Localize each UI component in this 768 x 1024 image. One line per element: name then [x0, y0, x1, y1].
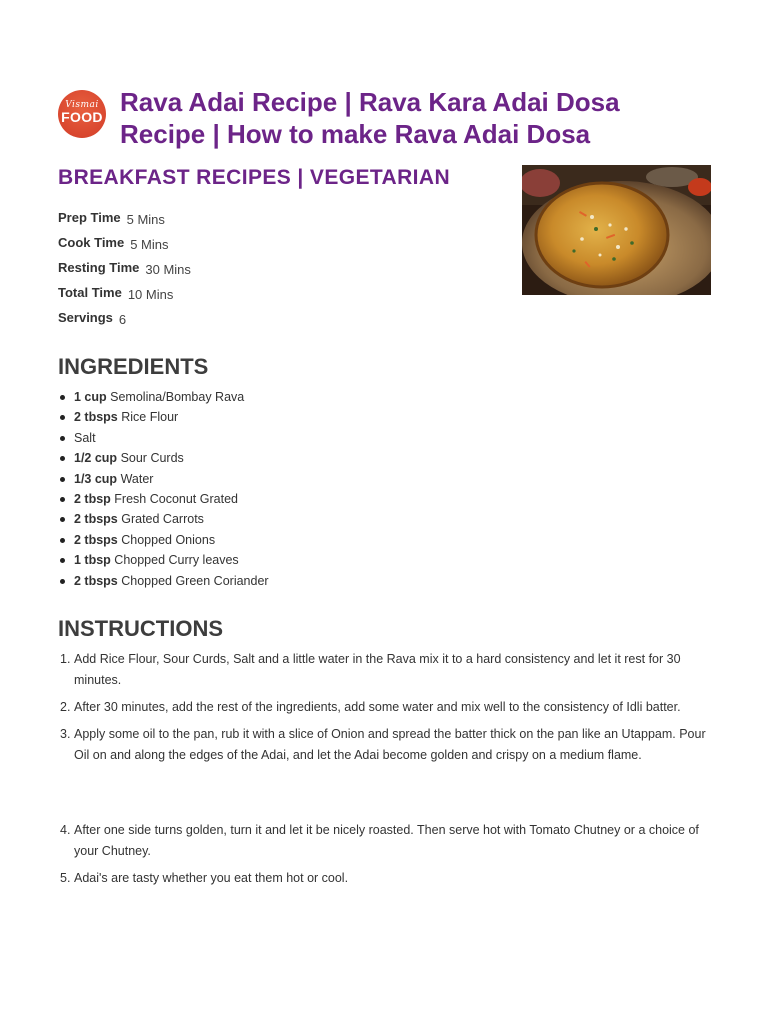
ingredient-qty: 2 tbsps [74, 573, 118, 588]
meta-value: 5 Mins [130, 237, 169, 252]
ingredient-name: Chopped Green Coriander [121, 573, 269, 588]
step-text: Adai's are tasty whether you eat them hot or cool. [74, 871, 349, 885]
ingredients-list [58, 387, 269, 591]
instructions-list-a [58, 649, 718, 766]
meta-value: 5 Mins [126, 212, 165, 227]
step-number: 3. [60, 727, 71, 741]
ingredient-qty: 2 tbsp [74, 492, 111, 507]
ingredient-name: Semolina/Bombay Rava [110, 390, 245, 404]
list-item [58, 489, 269, 509]
ingredient-qty: 1 tbsp [74, 553, 111, 568]
step-number: 2. [60, 700, 71, 714]
meta-prep-time [58, 208, 191, 233]
step-number: 1. [60, 652, 71, 666]
step-number: 4. [60, 823, 71, 837]
ingredient-qty: 1/2 cup [74, 451, 118, 466]
meta-cook-time [58, 233, 191, 258]
ingredient-name: Water [120, 471, 154, 486]
meta-servings [58, 308, 191, 333]
meta-total-time [58, 283, 191, 308]
step-text: Apply some oil to the pan, rub it with a slice of Onion and spread the batter thick on the pan like an Utappam. Pour Oil on and along the edges of the Adai, and let the Adai become golden and crispy on a medium flame. [74, 727, 706, 762]
recipe-title: Rava Adai Recipe | Rava Kara Adai Dosa Recipe | How to make Rava Adai Dosa [120, 87, 620, 149]
list-item [58, 387, 269, 407]
instruction-step [58, 820, 718, 862]
list-item [58, 550, 269, 570]
meta-resting-time [58, 258, 191, 283]
instruction-step [58, 868, 718, 889]
recipe-category: BREAKFAST RECIPES | VEGETARIAN [58, 166, 451, 189]
ingredient-name: Chopped Onions [121, 532, 216, 547]
list-item [58, 428, 269, 448]
brand-logo [58, 90, 106, 138]
meta-label: Prep Time [58, 210, 121, 225]
meta-label: Servings [58, 310, 113, 325]
ingredient-qty: 1/3 cup [74, 471, 118, 486]
list-item [58, 509, 269, 529]
instruction-step [58, 649, 718, 691]
instruction-step [58, 724, 718, 766]
step-text: Add Rice Flour, Sour Curds, Salt and a little water in the Rava mix it to a hard consistency and let it rest for 30 minutes. [74, 652, 681, 687]
logo-text-main: FOOD [61, 109, 103, 125]
instructions-list-b [58, 820, 718, 889]
ingredient-name: Grated Carrots [121, 512, 204, 527]
list-item [58, 469, 269, 489]
adai-dosa-illustration [522, 165, 711, 295]
ingredients-heading: INGREDIENTS [58, 354, 209, 379]
meta-value: 10 Mins [127, 287, 174, 302]
ingredient-qty: 2 tbsps [74, 410, 118, 425]
meta-label: Resting Time [58, 260, 140, 275]
ingredient-qty: 2 tbsps [74, 532, 118, 547]
ingredient-qty: 2 tbsps [74, 512, 118, 527]
ingredient-qty: 1 cup [74, 390, 107, 404]
meta-label: Cook Time [58, 235, 125, 250]
step-text: After 30 minutes, add the rest of the ingredients, add some water and mix well to the consistency of Idli batter. [74, 700, 681, 714]
list-item [58, 407, 269, 427]
meta-label: Total Time [58, 285, 122, 300]
step-number: 5. [60, 871, 71, 885]
ingredient-name: Chopped Curry leaves [114, 553, 239, 568]
ingredient-name: Fresh Coconut Grated [114, 492, 238, 507]
recipe-meta [58, 208, 191, 333]
instructions-heading: INSTRUCTIONS [58, 616, 223, 641]
ingredient-name: Sour Curds [120, 451, 184, 466]
meta-value: 6 [118, 312, 127, 327]
list-item [58, 448, 269, 468]
list-item [58, 530, 269, 550]
instruction-step [58, 697, 718, 718]
recipe-photo [522, 165, 711, 295]
step-text: After one side turns golden, turn it and let it be nicely roasted. Then serve hot with Tomato Chutney or a choice of your Chutney. [74, 823, 699, 858]
ingredient-name: Salt [74, 430, 96, 445]
ingredient-name: Rice Flour [121, 410, 179, 425]
list-item [58, 571, 269, 591]
logo-text-top: Vismai [65, 100, 99, 110]
meta-value: 30 Mins [145, 262, 191, 277]
